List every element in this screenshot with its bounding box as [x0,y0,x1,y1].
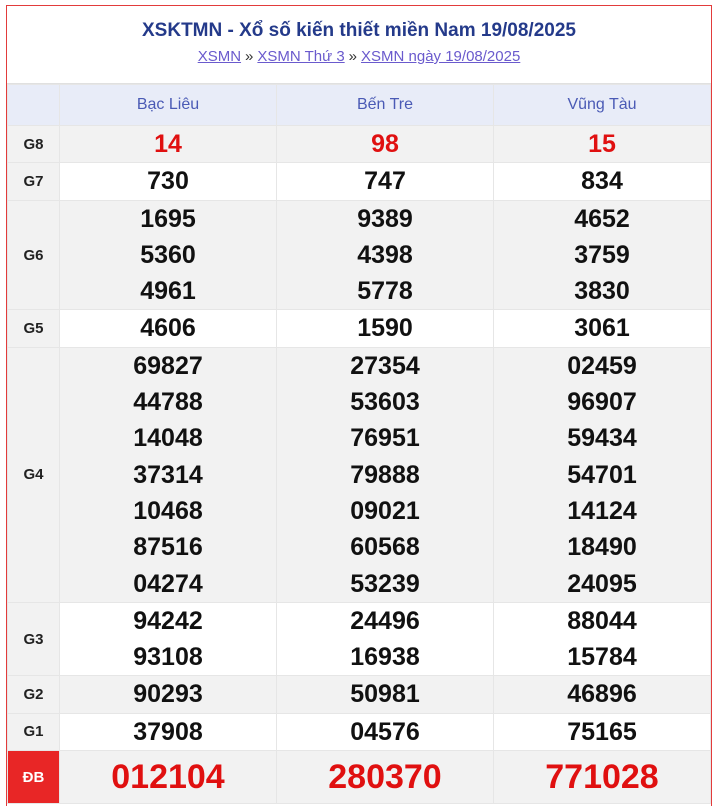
corner-cell [8,85,60,126]
result-cell [494,126,711,163]
result-cell [60,200,277,310]
result-number: 60568 [350,533,420,562]
result-cell [494,602,711,676]
result-number: 79888 [350,460,420,489]
result-number: 09021 [350,496,420,525]
result-cell [277,751,494,804]
column-header-province[interactable]: Vũng Tàu [494,85,711,126]
result-number: 3061 [574,314,630,343]
result-number: 834 [581,167,623,196]
result-cell [494,163,711,200]
result-number: 53603 [350,388,420,417]
result-cell [494,713,711,750]
result-number: 98 [371,130,399,158]
result-cell [277,676,494,713]
result-number: 747 [364,167,406,196]
result-number: 15 [588,130,616,158]
column-header-province[interactable]: Bến Tre [277,85,494,126]
result-number: 5360 [140,240,196,269]
prize-row [8,310,711,347]
result-cell [60,126,277,163]
result-number: 15784 [567,643,637,672]
result-number: 24095 [567,569,637,598]
result-number: 18490 [567,533,637,562]
prize-row [8,713,711,750]
result-cell [494,200,711,310]
result-number: 59434 [567,424,637,453]
result-number: 69827 [133,351,203,380]
result-number: 04576 [350,717,420,746]
prize-row [8,751,711,804]
result-number: 4652 [574,204,630,233]
result-number: 37908 [133,717,203,746]
result-number: 53239 [350,569,420,598]
result-cell [277,347,494,602]
prize-row [8,602,711,676]
result-number: 14124 [567,496,637,525]
prize-label: ĐB [8,751,60,804]
result-number: 012104 [111,758,225,797]
result-number: 94242 [133,606,203,635]
result-cell [60,347,277,602]
prize-label: G5 [8,310,60,347]
result-number: 44788 [133,388,203,417]
result-number: 3830 [574,277,630,306]
result-cell [277,602,494,676]
prize-label: G6 [8,200,60,310]
result-number: 16938 [350,643,420,672]
results-header [7,6,711,84]
result-number: 280370 [328,758,442,797]
result-cell [60,163,277,200]
prize-label: G4 [8,347,60,602]
result-number: 02459 [567,351,637,380]
result-number: 93108 [133,643,203,672]
prize-label: G2 [8,676,60,713]
result-number: 27354 [350,351,420,380]
breadcrumb-link-xsmn-thu3[interactable]: XSMN Thứ 3 [257,48,345,65]
result-number: 37314 [133,460,203,489]
results-table [7,84,711,804]
result-number: 04274 [133,569,203,598]
result-number: 87516 [133,533,203,562]
result-cell [277,163,494,200]
result-number: 4961 [140,277,196,306]
result-number: 76951 [350,424,420,453]
result-number: 54701 [567,460,637,489]
result-cell [60,310,277,347]
result-cell [277,713,494,750]
column-header-province[interactable]: Bạc Liêu [60,85,277,126]
prize-row [8,126,711,163]
breadcrumb-link-xsmn-date[interactable]: XSMN ngày 19/08/2025 [361,48,521,65]
result-number: 96907 [567,388,637,417]
result-cell [494,676,711,713]
result-cell [60,713,277,750]
prize-row [8,676,711,713]
prize-row [8,347,711,602]
result-cell [60,751,277,804]
breadcrumb-separator: » [245,48,254,65]
result-cell [277,310,494,347]
breadcrumb-separator: » [348,48,358,65]
result-number: 4398 [357,240,413,269]
result-cell [60,676,277,713]
result-number: 771028 [545,758,659,797]
result-number: 14048 [133,424,203,453]
result-number: 9389 [357,204,413,233]
result-number: 3759 [574,240,630,269]
result-number: 50981 [350,680,420,709]
result-cell [277,126,494,163]
result-cell [494,347,711,602]
result-number: 5778 [357,277,413,306]
results-panel [6,5,712,806]
result-number: 1590 [357,314,413,343]
result-cell [60,602,277,676]
prize-label: G3 [8,602,60,676]
page-title: XSKTMN - Xổ số kiến thiết miền Nam 19/08/2025 [142,20,576,41]
prize-label: G1 [8,713,60,750]
prize-label: G7 [8,163,60,200]
result-number: 88044 [567,606,637,635]
prize-row [8,163,711,200]
result-number: 1695 [140,204,196,233]
table-header-row [8,85,711,126]
breadcrumb-link-xsmn[interactable]: XSMN [197,48,242,65]
result-cell [277,200,494,310]
result-number: 75165 [567,717,637,746]
result-number: 4606 [140,314,196,343]
prize-row [8,200,711,310]
result-number: 90293 [133,680,203,709]
result-cell [494,751,711,804]
result-number: 24496 [350,606,420,635]
result-cell [494,310,711,347]
prize-label: G8 [8,126,60,163]
result-number: 14 [154,130,182,158]
result-number: 730 [147,167,189,196]
result-number: 10468 [133,496,203,525]
result-number: 46896 [567,680,637,709]
breadcrumb [7,48,711,65]
